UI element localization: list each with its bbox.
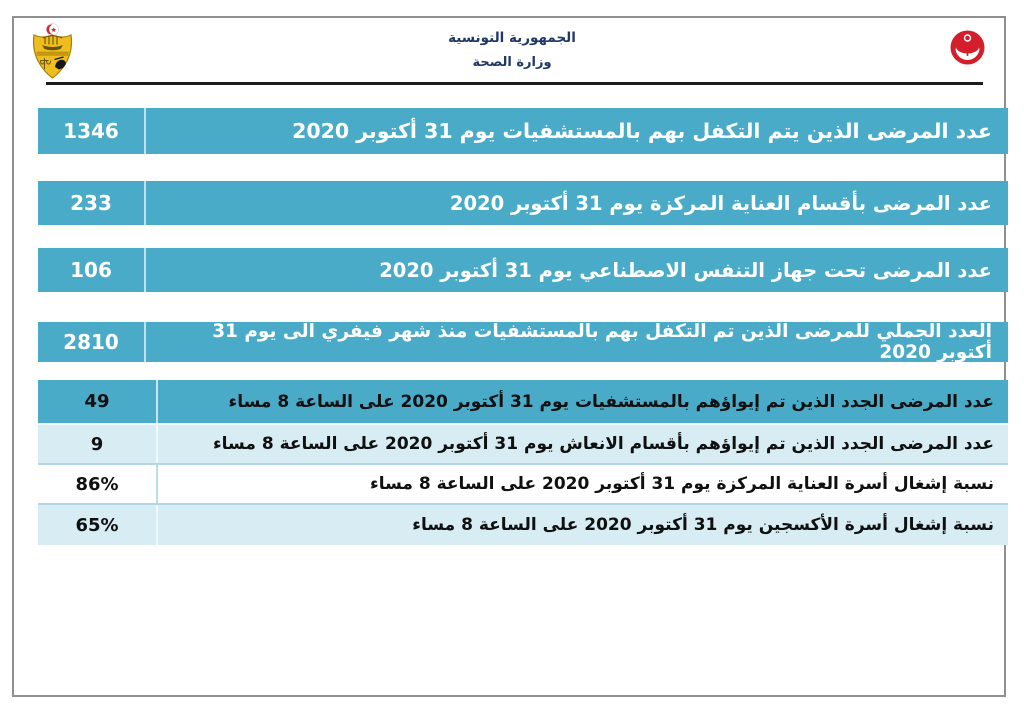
daily-stats-table [38, 380, 1008, 545]
stat-bar-ventilator [38, 248, 1008, 292]
cell-value: 86% [38, 465, 158, 503]
ministry-of-health-logo-icon [950, 30, 985, 65]
stat-bar-hospitalized [38, 108, 1008, 154]
cell-label: نسبة إشغال أسرة العناية المركزة يوم 31 أكتوبر 2020 على الساعة 8 مساء [370, 474, 994, 494]
stat-value: 106 [38, 248, 146, 292]
table-row-new-icu-admissions [38, 423, 1008, 463]
stat-label: العدد الجملي للمرضى الذين تم التكفل بهم بالمستشفيات منذ شهر فيفري الى يوم 31 أكتوبر 2020 [212, 321, 992, 363]
table-row-oxygen-bed-occupancy [38, 503, 1008, 545]
stat-label: عدد المرضى بأقسام العناية المركزة يوم 31 أكتوبر 2020 [449, 191, 992, 215]
stat-label: عدد المرضى الذين يتم التكفل بهم بالمستشفيات يوم 31 أكتوبر 2020 [292, 119, 992, 143]
stat-bar-icu [38, 181, 1008, 225]
country-title: الجمهورية التونسية [448, 30, 576, 46]
table-row-new-hospital-admissions [38, 380, 1008, 423]
cell-value: 49 [38, 380, 158, 423]
stat-value: 2810 [38, 322, 146, 362]
cell-label: نسبة إشغال أسرة الأكسجين يوم 31 أكتوبر 2020 على الساعة 8 مساء [412, 515, 994, 535]
stat-value: 233 [38, 181, 146, 225]
cell-label: عدد المرضى الجدد الذين تم إيواؤهم بأقسام الانعاش يوم 31 أكتوبر 2020 على الساعة 8 مساء [212, 434, 994, 454]
cell-value: 65% [38, 505, 158, 545]
cell-label: عدد المرضى الجدد الذين تم إيواؤهم بالمستشفيات يوم 31 أكتوبر 2020 على الساعة 8 مساء [228, 391, 994, 412]
header-titles [0, 30, 1024, 70]
ministry-title: وزارة الصحة [472, 55, 552, 70]
cell-value: 9 [38, 425, 158, 463]
stat-bar-total-since-february [38, 322, 1008, 362]
stat-label: عدد المرضى تحت جهاز التنفس الاصطناعي يوم 31 أكتوبر 2020 [379, 258, 992, 282]
stat-value: 1346 [38, 108, 146, 154]
table-row-icu-bed-occupancy [38, 463, 1008, 503]
header-divider-rule [46, 82, 983, 85]
